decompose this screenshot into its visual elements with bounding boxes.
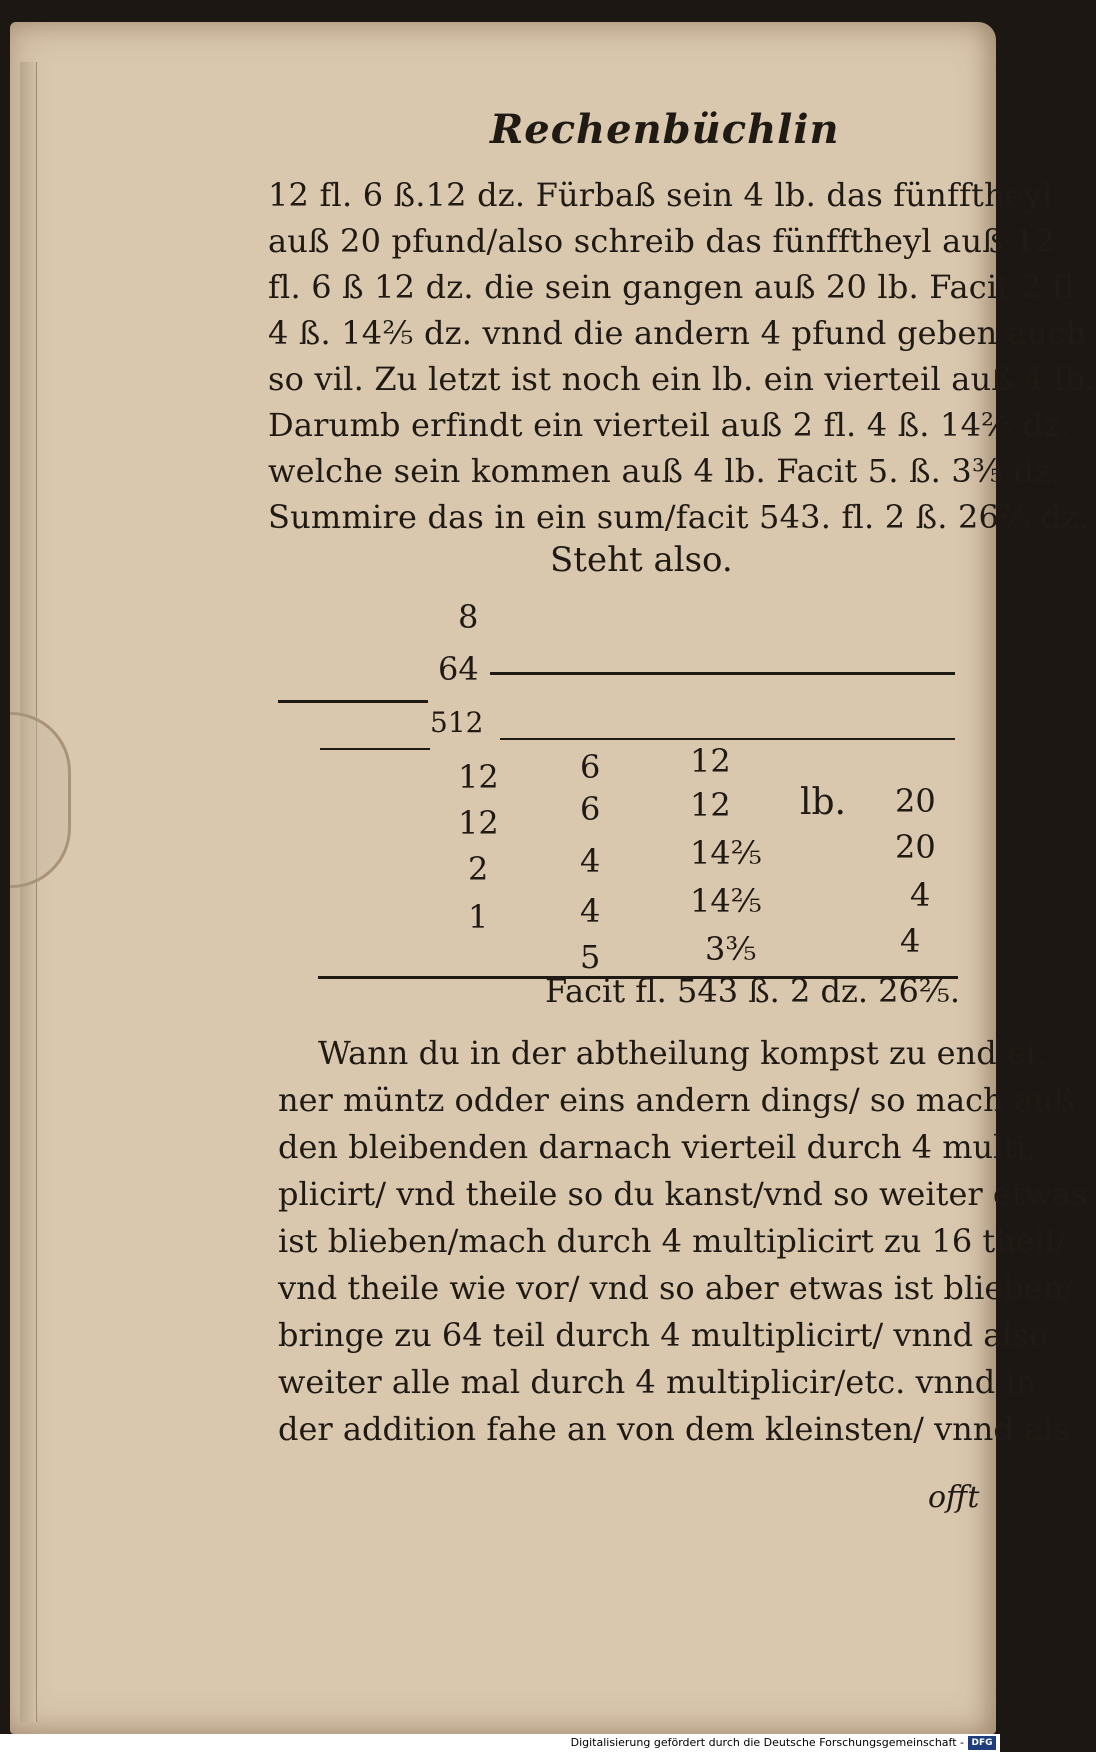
calc-cell: 12: [690, 742, 731, 780]
paragraph: [278, 1030, 1088, 1453]
calc-cell: 6: [580, 790, 601, 828]
paragraph-line: weiter alle mal durch 4 multiplicir/etc. vnnd in: [278, 1363, 1037, 1401]
body-line: auß 20 pfund/also schreib das fünfftheyl auß 12: [268, 222, 1056, 260]
calc-cell: 14⅖: [690, 834, 762, 872]
body-line: 4 ß. 14⅖ dz. vnnd die andern 4 pfund geben auch: [268, 314, 1087, 352]
calc-top-number: 8: [458, 598, 479, 636]
calc-rule: [500, 738, 955, 740]
calc-result: Facit fl. 543 ß. 2 dz. 26⅖.: [545, 972, 961, 1010]
center-heading: Steht also.: [550, 540, 733, 580]
digitization-footer: [0, 1734, 1000, 1752]
calc-cell: 12: [458, 804, 499, 842]
body-line: fl. 6 ß 12 dz. die sein gangen auß 20 lb. Facit 2 fl.: [268, 268, 1085, 306]
calc-unit: lb.: [800, 782, 847, 823]
footer-credit: Digitalisierung gefördert durch die Deutsche Forschungsgemeinschaft -: [570, 1736, 964, 1749]
body-line: welche sein kommen auß 4 lb. Facit 5. ß. 3⅗ dz.: [268, 452, 1062, 490]
calc-cell: 1: [468, 898, 489, 936]
calc-rule: [278, 700, 428, 703]
calc-rule: [490, 672, 955, 675]
paragraph-line: der addition fahe an von dem kleinsten/ vnnd als: [278, 1410, 1070, 1448]
calc-cell: 20: [895, 828, 936, 866]
paragraph-line: bringe zu 64 teil durch 4 multiplicirt/ vnnd also: [278, 1316, 1049, 1354]
body-line: 12 fl. 6 ß.12 dz. Fürbaß sein 4 lb. das fünfftheyl: [268, 176, 1053, 214]
calc-cell: 12: [690, 786, 731, 824]
calc-cell: 12: [458, 758, 499, 796]
calc-rule: [320, 748, 430, 750]
body-line: Summire das in ein sum/facit 543. fl. 2 ß. 26⅖ dz.: [268, 498, 1089, 536]
calc-cell: 6: [580, 748, 601, 786]
calc-top-number: 512: [430, 706, 484, 739]
calc-cell: 2: [468, 850, 489, 888]
calc-cell: 14⅖: [690, 882, 762, 920]
calc-cell: 4: [900, 922, 921, 960]
body-line: Darumb erfindt ein vierteil auß 2 fl. 4 ß. 14⅖ dz.: [268, 406, 1071, 444]
calc-cell: 3⅗: [705, 930, 757, 968]
paragraph-line: ist blieben/mach durch 4 multiplicirt zu 16 theil/: [278, 1222, 1067, 1260]
body-line: so vil. Zu letzt ist noch ein lb. ein vierteil auß 4 lb.: [268, 360, 1096, 398]
catchword: offt: [928, 1480, 980, 1515]
calc-cell: 4: [580, 842, 601, 880]
calc-cell: 4: [580, 892, 601, 930]
dfg-logo-icon: DFG: [968, 1736, 996, 1750]
paragraph-line: vnd theile wie vor/ vnd so aber etwas ist blieben/: [278, 1269, 1075, 1307]
paragraph-line: Wann du in der abtheilung kompst zu end ei,: [318, 1034, 1047, 1072]
calc-cell: 20: [895, 782, 936, 820]
calc-cell: 4: [910, 876, 931, 914]
paragraph-line: ner müntz odder eins andern dings/ so mach auß: [278, 1081, 1075, 1119]
calc-top-number: 64: [438, 650, 479, 688]
paragraph-line: plicirt/ vnd theile so du kanst/vnd so weiter etwas: [278, 1175, 1088, 1213]
running-head: Rechenbüchlin: [490, 106, 840, 153]
calc-cell: 5: [580, 938, 601, 976]
paragraph-line: den bleibenden darnach vierteil durch 4 multi,: [278, 1128, 1037, 1166]
